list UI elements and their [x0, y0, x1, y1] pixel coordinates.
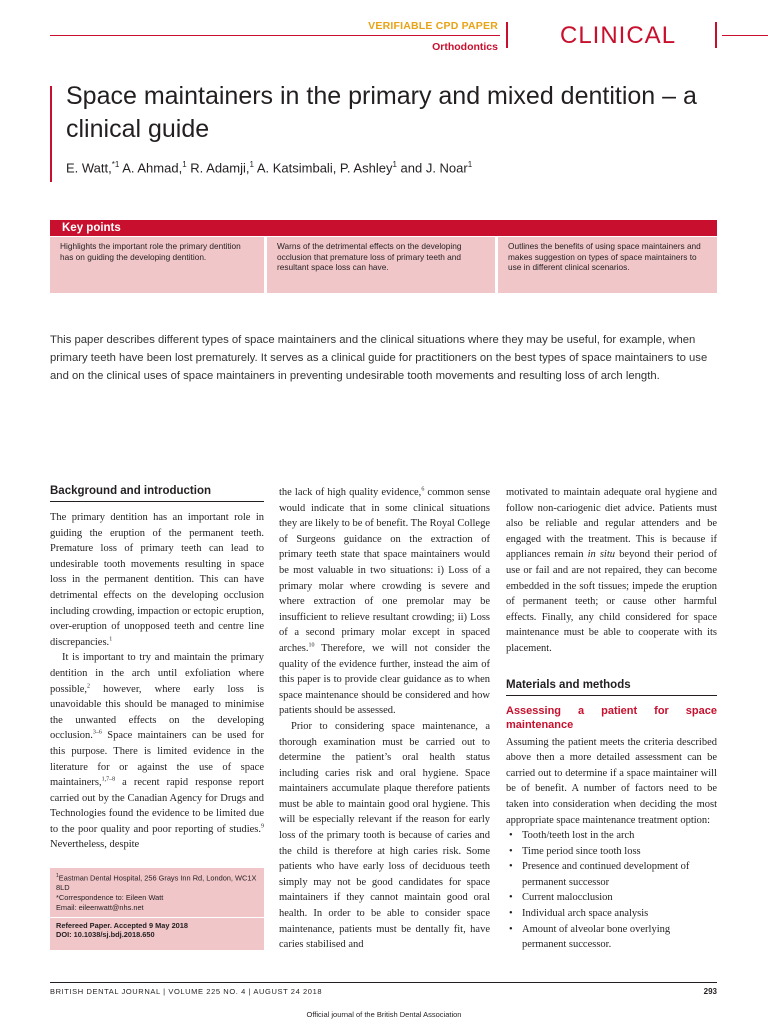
key-points-heading: Key points — [50, 220, 717, 236]
list-item: • Current malocclusion — [522, 890, 717, 906]
category-label: CLINICAL — [560, 22, 677, 49]
paragraph: the lack of high quality evidence,$^6$ common sense would indicate that in some clinical situations they are likely to be of benefit. The Royal College of Surgeons guidance on the extraction of primary teeth state that space maintainers would be most valuable in two situations: i) Loss of a primary molar where crowding is severe and where extraction of one premolar may be insufficient to relieve resultant crowding; ii) Loss of a second primary molar except in spaced arches.$^{10}$ Therefore, we will not consider the quality of the evidence further, instead the aim of this paper is to provide clear guidance as to when space maintenance should be considered and how patients should be assessed. — [279, 486, 490, 717]
header-divider-right — [715, 22, 717, 48]
bullet-list — [506, 828, 717, 953]
author: E. Watt, — [66, 160, 112, 176]
email: Email: eileenwatt@nhs.net — [56, 902, 144, 912]
author-affil: 1 — [249, 160, 254, 169]
section-label: Orthodontics — [432, 41, 498, 53]
author-affil: 1 — [392, 160, 397, 169]
list-item: • Individual arch space analysis — [522, 906, 717, 922]
cpd-label: VERIFIABLE CPD PAPER — [368, 20, 498, 32]
divider — [50, 917, 264, 918]
page-number: 293 — [703, 987, 717, 996]
heading-rule — [506, 695, 717, 696]
key-point: Outlines the benefits of using space maintainers and makes suggestion on types of space maintainers to use in different clinical scenarios. — [498, 237, 717, 293]
key-point: Warns of the detrimental effects on the developing occlusion that premature loss of primary teeth and resultant space loss can have. — [267, 237, 495, 293]
author: and J. Noar — [396, 160, 468, 176]
section-heading: Background and introduction — [50, 485, 211, 497]
column-1 — [50, 485, 264, 853]
paragraph: It is important to try and maintain the primary dentition in the arch until exfoliation where possible,$^2$ however, where early loss is unavoidable this should be managed to minimise the unwanted effects on the developing occlusion.$^{3-6}$ Space maintainers can be used for this purpose. There is limited evidence in the literature for or against the use of space maintainers,$^{1,7-8}$ a recent rapid response report carried out by the Canadian Agency for Drugs and Technologies found the evidence to be limited due to the poor quality and poor reporting of studies.$^9$ Nevertheless, despite — [50, 652, 264, 851]
subsection-heading: Assessing a patient for space maintenance — [506, 704, 717, 731]
author-affil: 1 — [467, 160, 473, 169]
paper-title: Space maintainers in the primary and mixed dentition – a clinical guide — [66, 82, 697, 144]
paragraph: The primary dentition has an important role in guiding the eruption of the permanent teeth. Premature loss of primary teeth can lead to undesirable tooth movements resulting in space loss in the permanent dentition. This can have detrimental effects on the developing occlusion including crowding, impaction or ectopic eruption, over-eruption of unopposed teeth and centre line discrepancies.$^1$ — [50, 512, 264, 648]
title-bar — [50, 86, 52, 182]
paragraph: Prior to considering space maintenance, a thorough examination must be carried out to determine the patient’s oral health status including caries risk and oral hygiene. Space maintainers accumulate plaque therefore patients must be able to maintain good oral hygiene. This will be especially relevant if the reason for early loss of the primary tooth is because of caries and the child is therefore at high caries risk. Some patients who have early loss of deciduous teeth simply may not be good candidates for space maintainers if they cannot maintain good oral health. In order to be able to consider space maintenance, patients must be dentally fit, have caries stabilised and — [279, 720, 490, 951]
list-item: • Tooth/teeth lost in the arch — [522, 828, 717, 844]
author-affil: *1 — [111, 160, 120, 169]
journal-info: BRITISH DENTAL JOURNAL | VOLUME 225 NO. 4 | AUGUST 24 2018 — [50, 987, 323, 996]
footer-rule — [50, 982, 717, 983]
list-item: • Amount of alveolar bone overlying permanent successor. — [522, 922, 717, 953]
column-3 — [506, 485, 717, 953]
key-point: Highlights the important role the primary dentition has on guiding the developing dentition. — [50, 237, 264, 293]
author: A. Katsimbali, P. Ashley — [253, 160, 393, 176]
header-divider — [506, 22, 508, 48]
author-affil: 1 — [182, 160, 187, 169]
paragraph: motivated to maintain adequate oral hygiene and follow non-cariogenic diet advice. Patients must also be reliable and regular attenders and be engaged with the treatment. This is because if appliances remain in situ beyond their period of use or fail and are not repaired, they can become embedded in the soft tissues; impede the eruption of permanent teeth; or cause other harmful effects. Finally, any child considered for space maintenance must be able to cooperate with its placement. — [506, 487, 717, 654]
affiliation-box — [50, 868, 264, 950]
list-item: • Presence and continued development of permanent successor — [522, 859, 717, 890]
doi: DOI: 10.1038/sj.bdj.2018.650 — [56, 930, 155, 940]
abstract: This paper describes different types of space maintainers and the clinical situations where they may be useful, for example, when primary teeth have been lost prematurely. It serves as a clinical guide for practitioners on the best types of space maintainers to use and on the clinical uses of space maintainers in preventing undesirable tooth movements and resulting loss of arch length. — [50, 334, 708, 382]
paragraph: Assuming the patient meets the criteria described above then a more detailed assessment can be carried out to determine if a space maintainer will be of benefit. A number of factors need to be taken into consideration when deciding the most appropriate space maintenance treatment option: — [506, 736, 717, 826]
list-item: • Time period since tooth loss — [522, 844, 717, 860]
refereed-note: Refereed Paper. Accepted 9 May 2018 — [56, 920, 189, 930]
heading-rule — [50, 501, 264, 502]
official-journal-note: Official journal of the British Dental Association — [306, 1010, 462, 1019]
author: R. Adamji, — [186, 160, 250, 176]
section-heading: Materials and methods — [506, 678, 631, 691]
column-2 — [279, 485, 490, 953]
affiliation-address: $^1$Eastman Dental Hospital, 256 Grays Inn Rd, London, WC1X 8LD — [56, 873, 257, 893]
header-rule-right — [722, 35, 768, 36]
correspondence: *Correspondence to: Eileen Watt — [56, 893, 164, 902]
author-list — [66, 160, 726, 175]
author: A. Ahmad, — [119, 160, 183, 176]
header-rule-left — [50, 35, 500, 36]
